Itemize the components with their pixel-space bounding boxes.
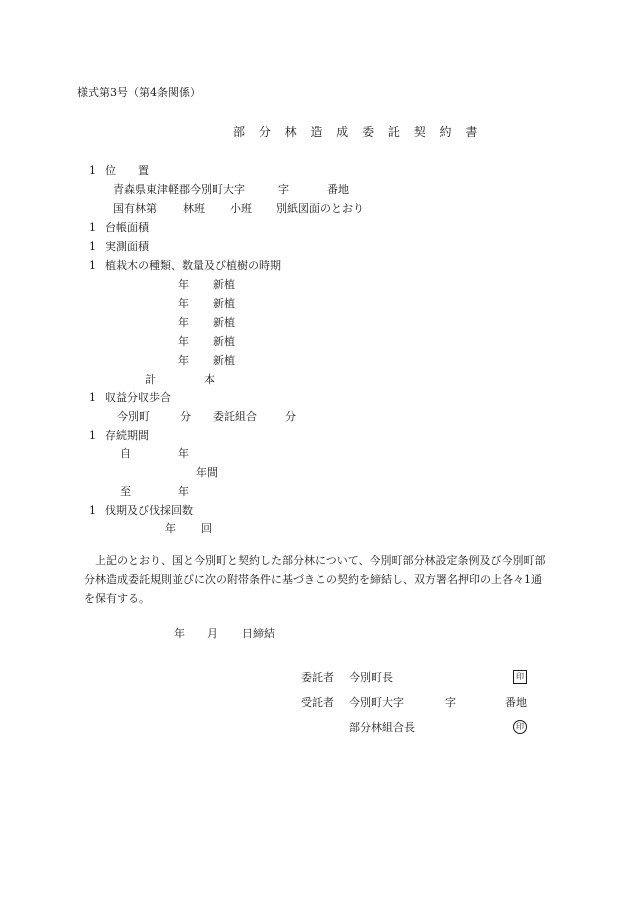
profit-bun1: 分 (180, 410, 191, 423)
item-number: 1 (89, 259, 96, 272)
form-number: 様式第3号（第4条関係） (77, 86, 201, 99)
period-to-year: 年 (178, 485, 189, 498)
item-number: 1 (89, 164, 96, 177)
item-number: 1 (89, 504, 96, 517)
document-title: 部 分 林 造 成 委 託 契 約 書 (233, 125, 483, 139)
planting-label: 植栽木の種類、数量及び植樹の時期 (105, 259, 281, 272)
profit-town: 今別町 (117, 410, 150, 423)
consignee-aza: 字 (445, 696, 456, 709)
planting-row-year: 年 (178, 316, 189, 329)
period-label: 存続期間 (105, 429, 149, 442)
date-month: 月 (207, 627, 218, 640)
forest-prefix: 国有林第 (113, 202, 157, 215)
seal-circle-icon: 印 (513, 720, 527, 734)
location-banchi: 番地 (327, 183, 349, 196)
planting-row-kind: 新植 (213, 354, 235, 367)
planting-total: 計 (145, 373, 156, 386)
consignee-banchi: 番地 (505, 696, 527, 709)
location-label: 位 置 (105, 164, 149, 177)
planting-row-kind: 新植 (213, 316, 235, 329)
item-number: 1 (89, 391, 96, 404)
consignor-name: 今別町長 (349, 671, 393, 684)
item-number: 1 (89, 240, 96, 253)
planting-row-year: 年 (178, 278, 189, 291)
planting-hon: 本 (204, 373, 215, 386)
planting-row-kind: 新植 (213, 335, 235, 348)
profit-union: 委託組合 (213, 410, 257, 423)
profit-share-label: 収益分収歩合 (105, 391, 171, 404)
felling-year: 年 (165, 522, 176, 535)
profit-bun2: 分 (285, 410, 296, 423)
forest-shohan: 小班 (230, 202, 252, 215)
date-day: 日締結 (242, 627, 275, 640)
date-year: 年 (174, 627, 185, 640)
planting-row-year: 年 (178, 354, 189, 367)
forest-rinpan: 林班 (183, 202, 205, 215)
period-from-year: 年 (178, 447, 189, 460)
planting-row-kind: 新植 (213, 278, 235, 291)
period-years: 年間 (196, 466, 218, 479)
seal-square-icon: 印 (513, 670, 527, 684)
planting-row-year: 年 (178, 335, 189, 348)
location-address: 青森県東津軽郡今別町大字 (113, 183, 245, 196)
consignee-label: 受託者 (301, 696, 334, 709)
felling-times: 回 (201, 522, 212, 535)
forest-zumen: 別紙図面のとおり (276, 202, 364, 215)
felling-label: 伐期及び伐採回数 (105, 504, 193, 517)
consignor-label: 委託者 (301, 671, 334, 684)
item-number: 1 (89, 221, 96, 234)
union-head-label: 部分林組合長 (349, 721, 415, 734)
item-number: 1 (89, 429, 96, 442)
ledger-area-label: 台帳面積 (105, 221, 149, 234)
planting-row-kind: 新植 (213, 297, 235, 310)
consignee-address: 今別町大字 (349, 696, 404, 709)
planting-row-year: 年 (178, 297, 189, 310)
agreement-paragraph: 上記のとおり、国と今別町と契約した部分林について、今別町部分林設定条例及び今別町部分林造成委託規則並びに次の附帯条件に基づきこの契約を締結し、双方署名押印の上各々1通を保有する。 (84, 554, 546, 605)
location-aza: 字 (278, 183, 289, 196)
period-to: 至 (120, 485, 131, 498)
period-from: 自 (120, 447, 131, 460)
measured-area-label: 実測面積 (105, 240, 149, 253)
